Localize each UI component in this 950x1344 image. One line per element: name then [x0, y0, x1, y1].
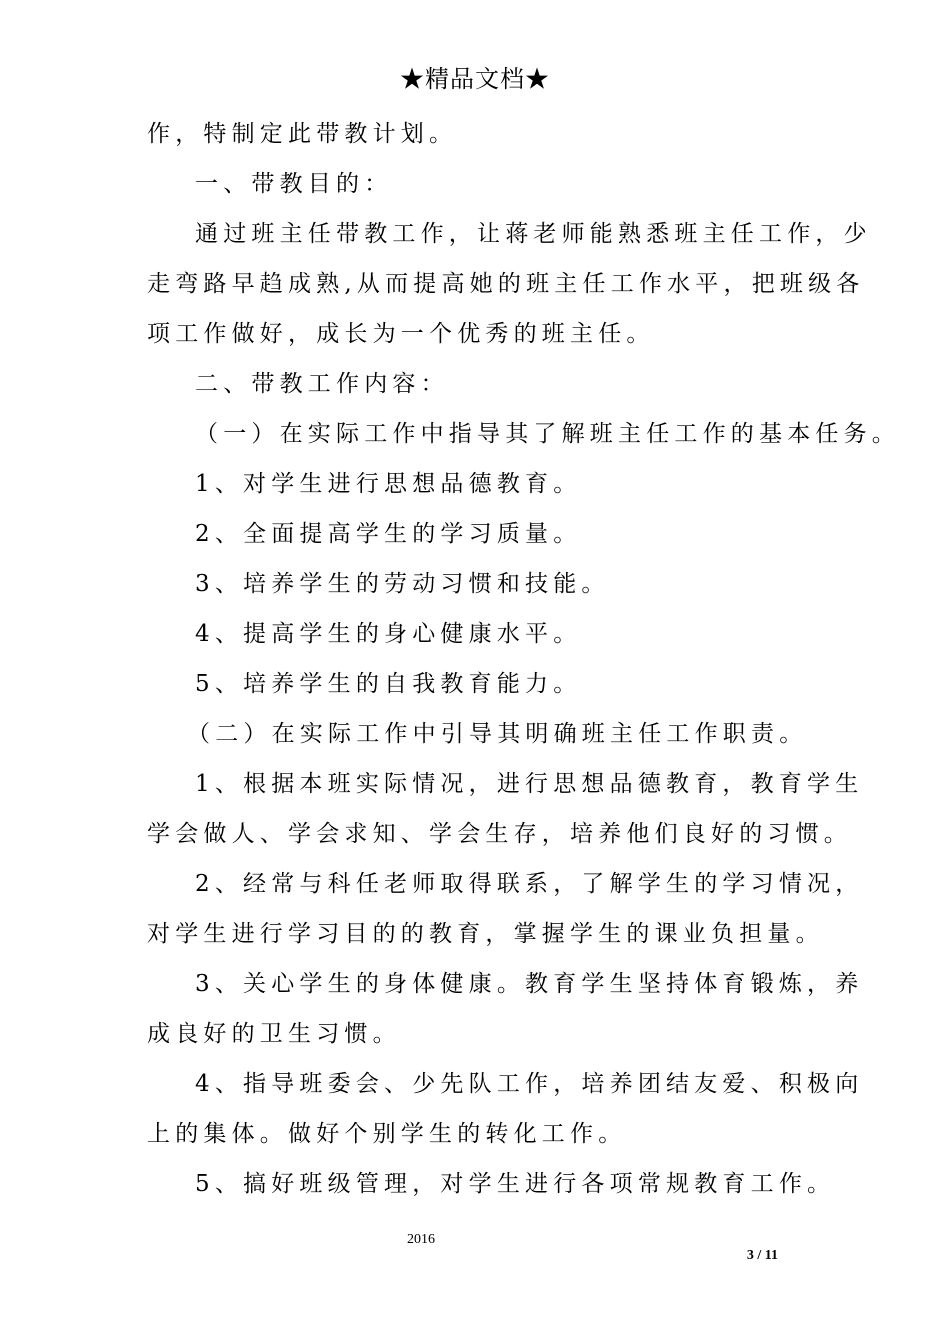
list-item: 3、培养学生的劳动习惯和技能。	[195, 571, 610, 597]
text-line: 作，特制定此带教计划。	[147, 121, 458, 147]
list-item: 4、指导班委会、少先队工作，培养团结友爱、积极向	[195, 1071, 864, 1097]
page-number: 3 / 11	[746, 1248, 778, 1263]
list-item: 5、培养学生的自我教育能力。	[195, 671, 582, 697]
text-line: 学会做人、学会求知、学会生存，培养他们良好的习惯。	[147, 821, 852, 847]
document-body	[147, 116, 900, 1216]
list-item: 1、根据本班实际情况，进行思想品德教育，教育学生	[195, 771, 864, 797]
list-item: 2、全面提高学生的学习质量。	[195, 521, 582, 547]
text-line: 通过班主任带教工作，让蒋老师能熟悉班主任工作，少	[195, 221, 872, 247]
text-line: 走弯路早趋成熟,从而提高她的班主任工作水平，把班级各	[147, 271, 865, 297]
list-item: 4、提高学生的身心健康水平。	[195, 621, 582, 647]
subsection-heading: （一）在实际工作中指导其了解班主任工作的基本任务。	[195, 421, 900, 447]
list-item: 3、关心学生的身体健康。教育学生坚持体育锻炼，养	[195, 971, 864, 997]
text-line: 上的集体。做好个别学生的转化工作。	[147, 1121, 627, 1147]
list-item: 1、对学生进行思想品德教育。	[195, 471, 582, 497]
list-item: 2、经常与科任老师取得联系，了解学生的学习情况，	[195, 871, 864, 897]
subsection-heading: （二）在实际工作中引导其明确班主任工作职责。	[187, 721, 808, 747]
text-line: 项工作做好，成长为一个优秀的班主任。	[147, 321, 655, 347]
text-line: 成良好的卫生习惯。	[147, 1021, 401, 1047]
list-item: 5、搞好班级管理，对学生进行各项常规教育工作。	[195, 1171, 836, 1197]
text-line: 对学生进行学习目的的教育，掌握学生的课业负担量。	[147, 921, 824, 947]
page-header-title: ★精品文档★	[400, 65, 550, 93]
section-heading: 二、带教工作内容：	[195, 371, 449, 397]
footer-year: 2016	[407, 1232, 435, 1247]
section-heading: 一、带教目的：	[195, 171, 393, 197]
